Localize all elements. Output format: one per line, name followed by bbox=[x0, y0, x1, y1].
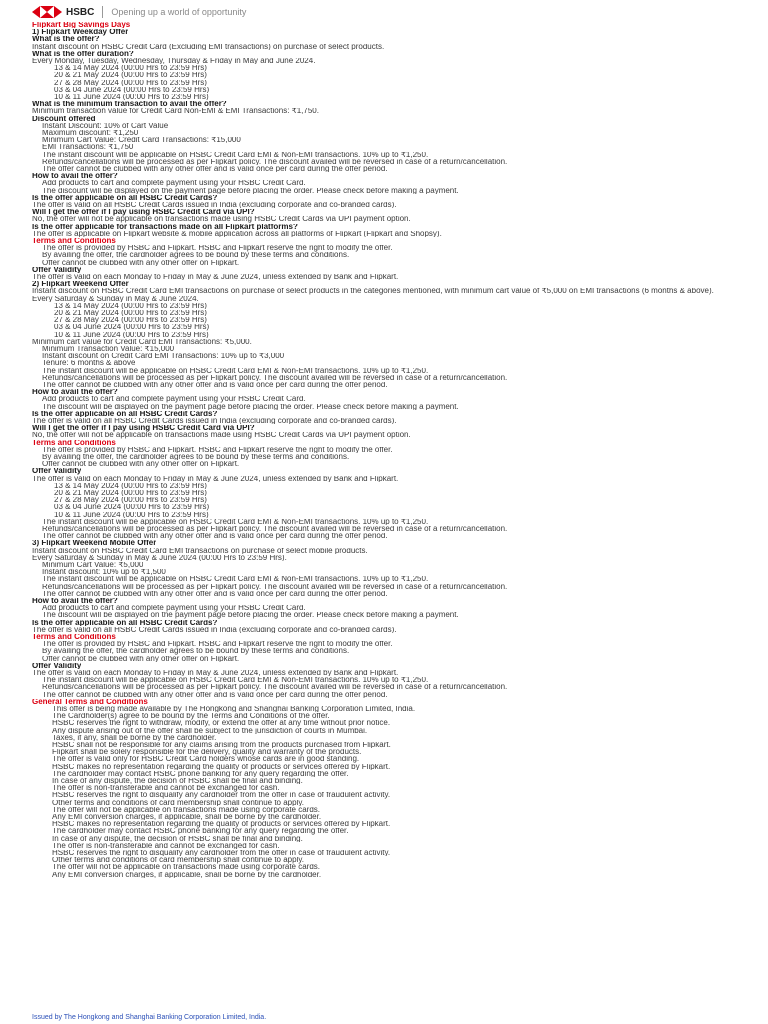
answer: Every Saturday & Sunday in May & June 2024 (00:00 Hrs to 23:59 Hrs). bbox=[32, 554, 287, 562]
terms-point: ▪ Offer cannot be clubbed with any other offer on Flipkart. bbox=[42, 461, 239, 467]
note-item: ▪ Refunds/cancellations will be processed as per Flipkart policy. The discount availed will be reversed in case of a return/cancellation. bbox=[42, 159, 507, 165]
date-item: ▫ 27 & 28 May 2024 (00:00 Hrs to 23:59 Hrs) bbox=[54, 497, 207, 503]
general-terms-point: The offer will not be applicable on transactions made using corporate cards. bbox=[52, 864, 321, 871]
how-item: ▪ The discount will be displayed on the payment page before placing the order. Please check before making a payment. bbox=[42, 188, 459, 194]
question: Is the offer applicable on all HSBC Credit Cards? bbox=[32, 410, 218, 418]
general-terms-point: HSBC reserves the right to disqualify any cardholder from the offer in case of fraudulent activity. bbox=[52, 850, 391, 857]
answer: Minimum transaction value for Credit Card Non-EMI & EMI Transactions: ₹1,750. bbox=[32, 108, 319, 115]
note-item: ▪ The instant discount will be applicable on HSBC Credit Card EMI & Non-EMI transactions. 10% up to ₹1,250. bbox=[42, 152, 428, 158]
discount-point: ▪ Instant discount: 10% up to ₹1,500 bbox=[42, 569, 166, 575]
general-terms-point: The offer is non-transferable and cannot be exchanged for cash. bbox=[52, 842, 280, 850]
general-terms-point: The cardholder may contact HSBC phone banking for any query regarding the offer. bbox=[52, 770, 349, 778]
answer: No, the offer will not be applicable on transactions made using HSBC Credit Cards via UPI payment option. bbox=[32, 216, 411, 223]
date-item: ▫ 10 & 11 June 2024 (00:00 Hrs to 23:59 Hrs) bbox=[54, 512, 209, 518]
page-header bbox=[32, 4, 752, 20]
discount-point: ▪ Instant discount on Credit Card EMI Transactions: 10% up to ₹3,000 bbox=[42, 353, 284, 359]
note-item: ▪ The instant discount will be applicable on HSBC Credit Card EMI & Non-EMI transactions. 10% up to ₹1,250. bbox=[42, 576, 428, 582]
how-item: ▪ Add products to cart and complete payment using your HSBC Credit Card. bbox=[42, 180, 306, 186]
discount-point: ▪ EMI Transactions: ₹1,750 bbox=[42, 144, 133, 150]
general-terms-point: HSBC shall not be responsible for any claims arising from the products purchased from Flipkart. bbox=[52, 742, 391, 749]
terms-point: ▪ The offer is provided by HSBC and Flipkart. HSBC and Flipkart reserve the right to modify the offer. bbox=[42, 447, 393, 453]
answer: The offer is valid on all HSBC Credit Cards issued in India (excluding corporate and co-branded cards). bbox=[32, 202, 397, 209]
discount-point: ▪ Instant Discount: 10% of Cart Value bbox=[42, 123, 168, 129]
how-item: ▪ The discount will be displayed on the payment page before placing the order. Please check before making a payment. bbox=[42, 404, 459, 410]
general-terms-point: HSBC makes no representation regarding the quality of products or services offered by Flipkart. bbox=[52, 763, 391, 770]
date-item: ▫ 20 & 21 May 2024 (00:00 Hrs to 23:59 Hrs) bbox=[54, 490, 207, 496]
how-item: ▪ Add products to cart and complete payment using your HSBC Credit Card. bbox=[42, 605, 306, 611]
note-item: ▪ The offer cannot be clubbed with any other offer and is valid once per card during the offer period. bbox=[42, 591, 388, 597]
note-item: ▪ The offer cannot be clubbed with any other offer and is valid once per card during the offer period. bbox=[42, 533, 388, 539]
question: What is the minimum transaction to avail the offer? bbox=[32, 101, 227, 108]
general-terms-point: The offer is non-transferable and cannot be exchanged for cash. bbox=[52, 785, 280, 792]
brand-tagline: Opening up a world of opportunity bbox=[111, 7, 247, 17]
discount-point: ▪ Minimum Cart Value: ₹5,000 bbox=[42, 562, 143, 568]
validity-title: Offer Validity bbox=[32, 266, 82, 274]
general-terms-point: The offer will not be applicable on transactions made using corporate cards. bbox=[52, 806, 321, 814]
validity-text: The offer is valid on each Monday to Friday in May & June 2024, unless extended by Bank and Flipkart. bbox=[32, 670, 399, 677]
question: How to avail the offer? bbox=[32, 598, 118, 605]
question: Is the offer applicable on all HSBC Credit Cards? bbox=[32, 194, 218, 202]
answer: Instant discount on HSBC Credit Card (Excluding EMI transactions) on purchase of select products. bbox=[32, 43, 385, 50]
header-divider bbox=[102, 6, 103, 18]
note-item: ▪ Refunds/cancellations will be processed as per Flipkart policy. The discount availed will be reversed in case of a return/cancellation. bbox=[42, 375, 507, 381]
date-item: ▫ 03 & 04 June 2024 (00:00 Hrs to 23:59 Hrs) bbox=[54, 504, 209, 510]
date-item: ▫ 03 & 04 June 2024 (00:00 Hrs to 23:59 Hrs) bbox=[54, 87, 209, 93]
terms-point: ▪ The offer is provided by HSBC and Flipkart. HSBC and Flipkart reserve the right to modify the offer. bbox=[42, 641, 393, 647]
note-item: ▪ The instant discount will be applicable on HSBC Credit Card EMI & Non-EMI transactions. 10% up to ₹1,250. bbox=[42, 519, 428, 525]
offer-subtitle: 1) Flipkart Weekday Offer bbox=[32, 29, 129, 36]
terms-point: ▪ By availing the offer, the cardholder agrees to be bound by these terms and conditions. bbox=[42, 454, 349, 460]
terms-title: Terms and Conditions bbox=[32, 439, 116, 446]
general-terms-point: Flipkart shall be solely responsible for the delivery, quality and warranty of the products. bbox=[52, 749, 362, 756]
question: What is the offer? bbox=[32, 36, 100, 43]
answer: The offer is valid on all HSBC Credit Cards issued in India (excluding corporate and co-branded cards). bbox=[32, 418, 397, 425]
general-terms-point: Other terms and conditions of card membership shall continue to apply. bbox=[52, 799, 304, 806]
offer-subtitle: 2) Flipkart Weekend Offer bbox=[32, 281, 129, 288]
note-item: ▪ The offer cannot be clubbed with any other offer and is valid once per card during the offer period. bbox=[42, 166, 388, 172]
question: Is the offer applicable for transactions made on all Flipkart platforms? bbox=[32, 223, 298, 230]
date-item: ▫ 10 & 11 June 2024 (00:00 Hrs to 23:59 Hrs) bbox=[54, 332, 209, 338]
general-terms-point: Taxes, if any, shall be borne by the cardholder. bbox=[52, 734, 217, 742]
date-item: ▫ 03 & 04 June 2024 (00:00 Hrs to 23:59 Hrs) bbox=[54, 324, 209, 330]
general-terms-point: Other terms and conditions of card membership shall continue to apply. bbox=[52, 857, 304, 864]
general-terms-point: The Cardholder(s) agree to be bound by the Terms and Conditions of the offer. bbox=[52, 713, 330, 720]
date-item: ▫ 20 & 21 May 2024 (00:00 Hrs to 23:59 Hrs) bbox=[54, 72, 207, 78]
general-terms-point: The offer is valid only for HSBC Credit Card holders whose cards are in good standing. bbox=[52, 756, 360, 763]
offer-title: Flipkart Big Savings Days bbox=[32, 22, 131, 29]
discount-point: ▪ Tenure: 6 months & above bbox=[42, 360, 135, 366]
answer: The offer is applicable on Flipkart website & mobile application across all platforms of Flipkart (Flipkart and Shopsy). bbox=[32, 230, 442, 238]
answer: Instant discount on HSBC Credit Card EMI transactions on purchase of select mobile products. bbox=[32, 547, 368, 554]
note-item: ▪ Refunds/cancellations will be processed as per Flipkart policy. The discount availed will be reversed in case of a return/cancellation. bbox=[42, 526, 507, 532]
date-item: ▫ 10 & 11 June 2024 (00:00 Hrs to 23:59 Hrs) bbox=[54, 94, 209, 100]
offer-subtitle: 3) Flipkart Weekend Mobile Offer bbox=[32, 540, 157, 547]
terms-title: Terms and Conditions bbox=[32, 238, 116, 245]
date-item: ▫ 13 & 14 May 2024 (00:00 Hrs to 23:59 Hrs) bbox=[54, 483, 207, 489]
date-item: ▫ 27 & 28 May 2024 (00:00 Hrs to 23:59 Hrs) bbox=[54, 80, 207, 86]
hsbc-logo-icon bbox=[32, 6, 62, 18]
question: What is the offer duration? bbox=[32, 50, 134, 58]
discount-point: ▪ Minimum Transaction Value: ₹15,000 bbox=[42, 346, 174, 352]
discount-point: ▪ Minimum Cart Value: Credit Card Transactions: ₹15,000 bbox=[42, 137, 241, 143]
general-terms-point: This offer is being made available by The Hongkong and Shanghai Banking Corporation Limited, India. bbox=[52, 706, 416, 713]
answer: Every Saturday & Sunday in May & June 2024. bbox=[32, 295, 199, 302]
validity-text: The offer is valid on each Monday to Friday in May & June 2024, unless extended by Bank and Flipkart. bbox=[32, 475, 399, 482]
date-item: ▫ 27 & 28 May 2024 (00:00 Hrs to 23:59 Hrs) bbox=[54, 317, 207, 323]
footer-link[interactable]: Issued by The Hongkong and Shanghai Banking Corporation Limited, India. bbox=[32, 1014, 267, 1021]
note-item: ▪ The instant discount will be applicable on HSBC Credit Card EMI & Non-EMI transactions. 10% up to ₹1,250. bbox=[42, 368, 428, 374]
question: Discount offered bbox=[32, 115, 96, 122]
question: Will I get the offer if I pay using HSBC Credit Card via UPI? bbox=[32, 425, 255, 432]
question: Will I get the offer if I pay using HSBC Credit Card via UPI? bbox=[32, 209, 255, 216]
general-terms-point: In case of any dispute, the decision of HSBC shall be final and binding. bbox=[52, 778, 303, 785]
question: How to avail the offer? bbox=[32, 173, 118, 180]
terms-title: Terms and Conditions bbox=[32, 634, 116, 641]
terms-point: ▪ Offer cannot be clubbed with any other offer on Flipkart. bbox=[42, 260, 239, 266]
general-terms-point: In case of any dispute, the decision of HSBC shall be final and binding. bbox=[52, 835, 303, 842]
validity-title: Offer Validity bbox=[32, 662, 82, 670]
how-item: ▪ Add products to cart and complete payment using your HSBC Credit Card. bbox=[42, 396, 306, 402]
general-terms-point: Any EMI conversion charges, if applicable, shall be borne by the cardholder. bbox=[52, 814, 322, 821]
document-content bbox=[32, 22, 752, 1012]
question: How to avail the offer? bbox=[32, 389, 118, 396]
note-item: ▪ The offer cannot be clubbed with any other offer and is valid once per card during the offer period. bbox=[42, 692, 388, 698]
general-terms-point: HSBC reserves the right to disqualify any cardholder from the offer in case of fraudulent activity. bbox=[52, 792, 391, 799]
terms-point: ▪ The offer is provided by HSBC and Flipkart. HSBC and Flipkart reserve the right to modify the offer. bbox=[42, 245, 393, 251]
brand-name: HSBC bbox=[66, 6, 95, 18]
general-terms-title: General Terms and Conditions bbox=[32, 698, 148, 706]
general-terms-point: HSBC makes no representation regarding the quality of products or services offered by Flipkart. bbox=[52, 821, 391, 828]
answer: No, the offer will not be applicable on transactions made using HSBC Credit Cards via UPI payment option. bbox=[32, 432, 411, 439]
date-item: ▫ 13 & 14 May 2024 (00:00 Hrs to 23:59 Hrs) bbox=[54, 65, 207, 71]
general-terms-point: HSBC reserves the right to withdraw, modify, or extend the offer at any time without prior notice. bbox=[52, 720, 391, 727]
validity-text: The offer is valid on each Monday to Friday in May & June 2024, unless extended by Bank and Flipkart. bbox=[32, 274, 399, 281]
date-item: ▫ 13 & 14 May 2024 (00:00 Hrs to 23:59 Hrs) bbox=[54, 303, 207, 309]
answer: Every Monday, Tuesday, Wednesday, Thursday & Friday in May and June 2024. bbox=[32, 58, 316, 65]
validity-title: Offer Validity bbox=[32, 468, 82, 475]
general-terms-point: Any dispute arising out of the offer shall be subject to the jurisdiction of courts in Mumbai. bbox=[52, 727, 368, 734]
terms-point: ▪ By availing the offer, the cardholder agrees to be bound by these terms and conditions. bbox=[42, 252, 349, 258]
general-terms-point: Any EMI conversion charges, if applicable, shall be borne by the cardholder. bbox=[52, 871, 322, 878]
terms-point: ▪ By availing the offer, the cardholder agrees to be bound by these terms and conditions. bbox=[42, 648, 349, 654]
answer: The offer is valid on all HSBC Credit Cards issued in India (excluding corporate and co-branded cards). bbox=[32, 626, 397, 634]
note-item: ▪ The offer cannot be clubbed with any other offer and is valid once per card during the offer period. bbox=[42, 382, 388, 388]
date-item: ▫ 20 & 21 May 2024 (00:00 Hrs to 23:59 Hrs) bbox=[54, 310, 207, 316]
answer: Instant discount on HSBC Credit Card EMI transactions on purchase of select products in the categories mentioned, with minimum cart value of ₹5,000 on EMI transactions (6 months & above). bbox=[32, 288, 714, 295]
note-item: ▪ Refunds/cancellations will be processed as per Flipkart policy. The discount availed will be reversed in case of a return/cancellation. bbox=[42, 584, 507, 590]
answer: Minimum cart value for Credit Card EMI Transactions: ₹5,000. bbox=[32, 338, 252, 346]
terms-point: ▪ Offer cannot be clubbed with any other offer on Flipkart. bbox=[42, 656, 239, 662]
note-item: ▪ The instant discount will be applicable on HSBC Credit Card EMI & Non-EMI transactions. 10% up to ₹1,250. bbox=[42, 677, 428, 683]
note-item: ▪ Refunds/cancellations will be processed as per Flipkart policy. The discount availed will be reversed in case of a return/cancellation. bbox=[42, 684, 507, 690]
general-terms-point: The cardholder may contact HSBC phone banking for any query regarding the offer. bbox=[52, 828, 349, 835]
question: Is the offer applicable on all HSBC Credit Cards? bbox=[32, 619, 218, 626]
how-item: ▪ The discount will be displayed on the payment page before placing the order. Please check before making a payment. bbox=[42, 612, 459, 618]
discount-point: ▪ Maximum discount: ₹1,250 bbox=[42, 130, 138, 136]
